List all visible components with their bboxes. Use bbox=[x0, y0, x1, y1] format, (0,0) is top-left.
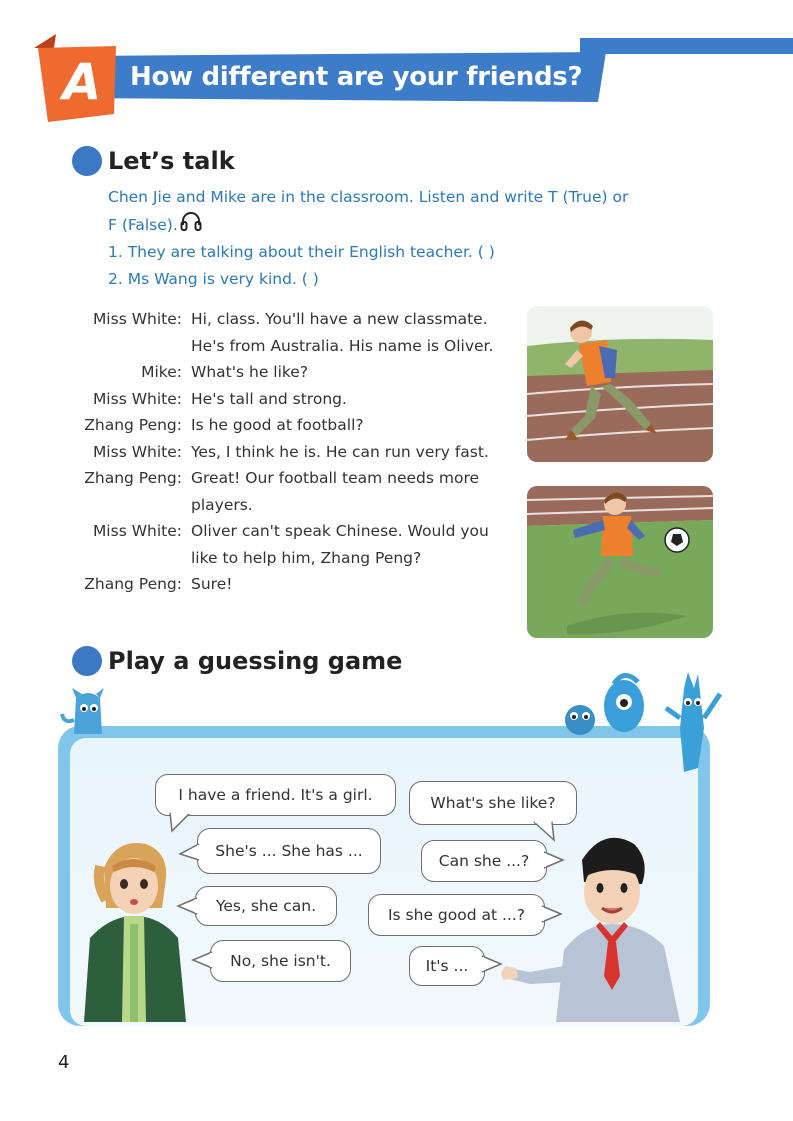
speech-bubble: No, she isn't. bbox=[210, 940, 351, 982]
speaker: Miss White: bbox=[92, 389, 182, 408]
speaker bbox=[40, 333, 182, 360]
headphones-icon[interactable] bbox=[180, 211, 202, 240]
bubble-tail bbox=[481, 952, 503, 976]
line-text: players. bbox=[191, 495, 253, 514]
bubble-tail bbox=[532, 820, 558, 842]
bubble-tail bbox=[191, 948, 213, 972]
speaker bbox=[40, 545, 182, 572]
line-text: Yes, I think he is. He can run very fast. bbox=[191, 442, 489, 461]
dialogue-line bbox=[40, 492, 520, 519]
speech-bubble: Is she good at ...? bbox=[368, 894, 545, 936]
bubble-tail bbox=[168, 811, 194, 833]
dialogue-line bbox=[40, 306, 520, 333]
monster-left-icon bbox=[58, 684, 114, 736]
bubble-tail bbox=[543, 848, 565, 872]
speech-bubble: She's ... She has ... bbox=[197, 828, 381, 874]
line-text: He's from Australia. His name is Oliver. bbox=[191, 336, 494, 355]
bubble-tail bbox=[178, 840, 200, 864]
line-text: Great! Our football team needs more bbox=[191, 469, 480, 487]
speaker: Mike: bbox=[141, 363, 182, 381]
speaker bbox=[40, 492, 182, 519]
speech-bubble: I have a friend. It's a girl. bbox=[155, 774, 396, 816]
dialogue-line bbox=[40, 545, 520, 572]
speaker: Miss White: bbox=[92, 310, 182, 328]
section-bullet bbox=[72, 146, 102, 176]
page-number: 4 bbox=[58, 1052, 70, 1073]
speech-bubble: What's she like? bbox=[409, 781, 577, 825]
dialogue-line bbox=[40, 571, 520, 598]
line-text: like to help him, Zhang Peng? bbox=[191, 548, 422, 567]
instruction-line: F (False). bbox=[108, 211, 708, 240]
section-bullet bbox=[72, 646, 102, 676]
instruction-line: Chen Jie and Mike are in the classroom. Listen and write T (True) or bbox=[108, 188, 629, 206]
question-1: 1. They are talking about their English teacher. ( ) bbox=[108, 243, 495, 261]
speaker: Zhang Peng: bbox=[84, 469, 182, 487]
speaker: Zhang Peng: bbox=[84, 416, 182, 434]
line-text: Oliver can't speak Chinese. Would you bbox=[191, 522, 489, 540]
page-title: How different are your friends? bbox=[130, 62, 583, 92]
listening-instructions bbox=[108, 184, 708, 292]
girl-illustration bbox=[76, 838, 196, 1022]
question-2: 2. Ms Wang is very kind. ( ) bbox=[108, 269, 319, 288]
section-heading-lets-talk: Let’s talk bbox=[108, 147, 235, 175]
line-text: Hi, class. You'll have a new classmate. bbox=[191, 310, 488, 328]
speech-bubble: Can she ...? bbox=[421, 840, 547, 882]
football-boy-illustration bbox=[527, 486, 713, 638]
running-boy-illustration bbox=[527, 306, 713, 462]
dialogue-line bbox=[40, 439, 520, 466]
dialogue-line bbox=[40, 412, 520, 439]
header-strip bbox=[580, 38, 793, 54]
speaker: Zhang Peng: bbox=[84, 575, 182, 593]
section-heading-guessing-game: Play a guessing game bbox=[108, 647, 403, 675]
speech-bubble: Yes, she can. bbox=[195, 886, 337, 926]
bubble-tail bbox=[176, 894, 198, 918]
speech-bubble: It's ... bbox=[409, 946, 485, 986]
line-text: Is he good at football? bbox=[191, 416, 364, 434]
dialogue bbox=[40, 306, 520, 598]
dialogue-line bbox=[40, 465, 520, 492]
line-text: Sure! bbox=[191, 575, 233, 593]
dialogue-line bbox=[40, 333, 520, 360]
line-text: What's he like? bbox=[191, 363, 309, 381]
speaker: Miss White: bbox=[92, 522, 182, 540]
speaker: Miss White: bbox=[92, 442, 182, 461]
dialogue-line bbox=[40, 359, 520, 386]
monster-group-icon bbox=[558, 668, 730, 776]
unit-letter: A bbox=[62, 53, 102, 111]
bubble-tail bbox=[541, 902, 563, 926]
line-text: He's tall and strong. bbox=[191, 389, 347, 408]
dialogue-line bbox=[40, 518, 520, 545]
dialogue-line bbox=[40, 386, 520, 413]
